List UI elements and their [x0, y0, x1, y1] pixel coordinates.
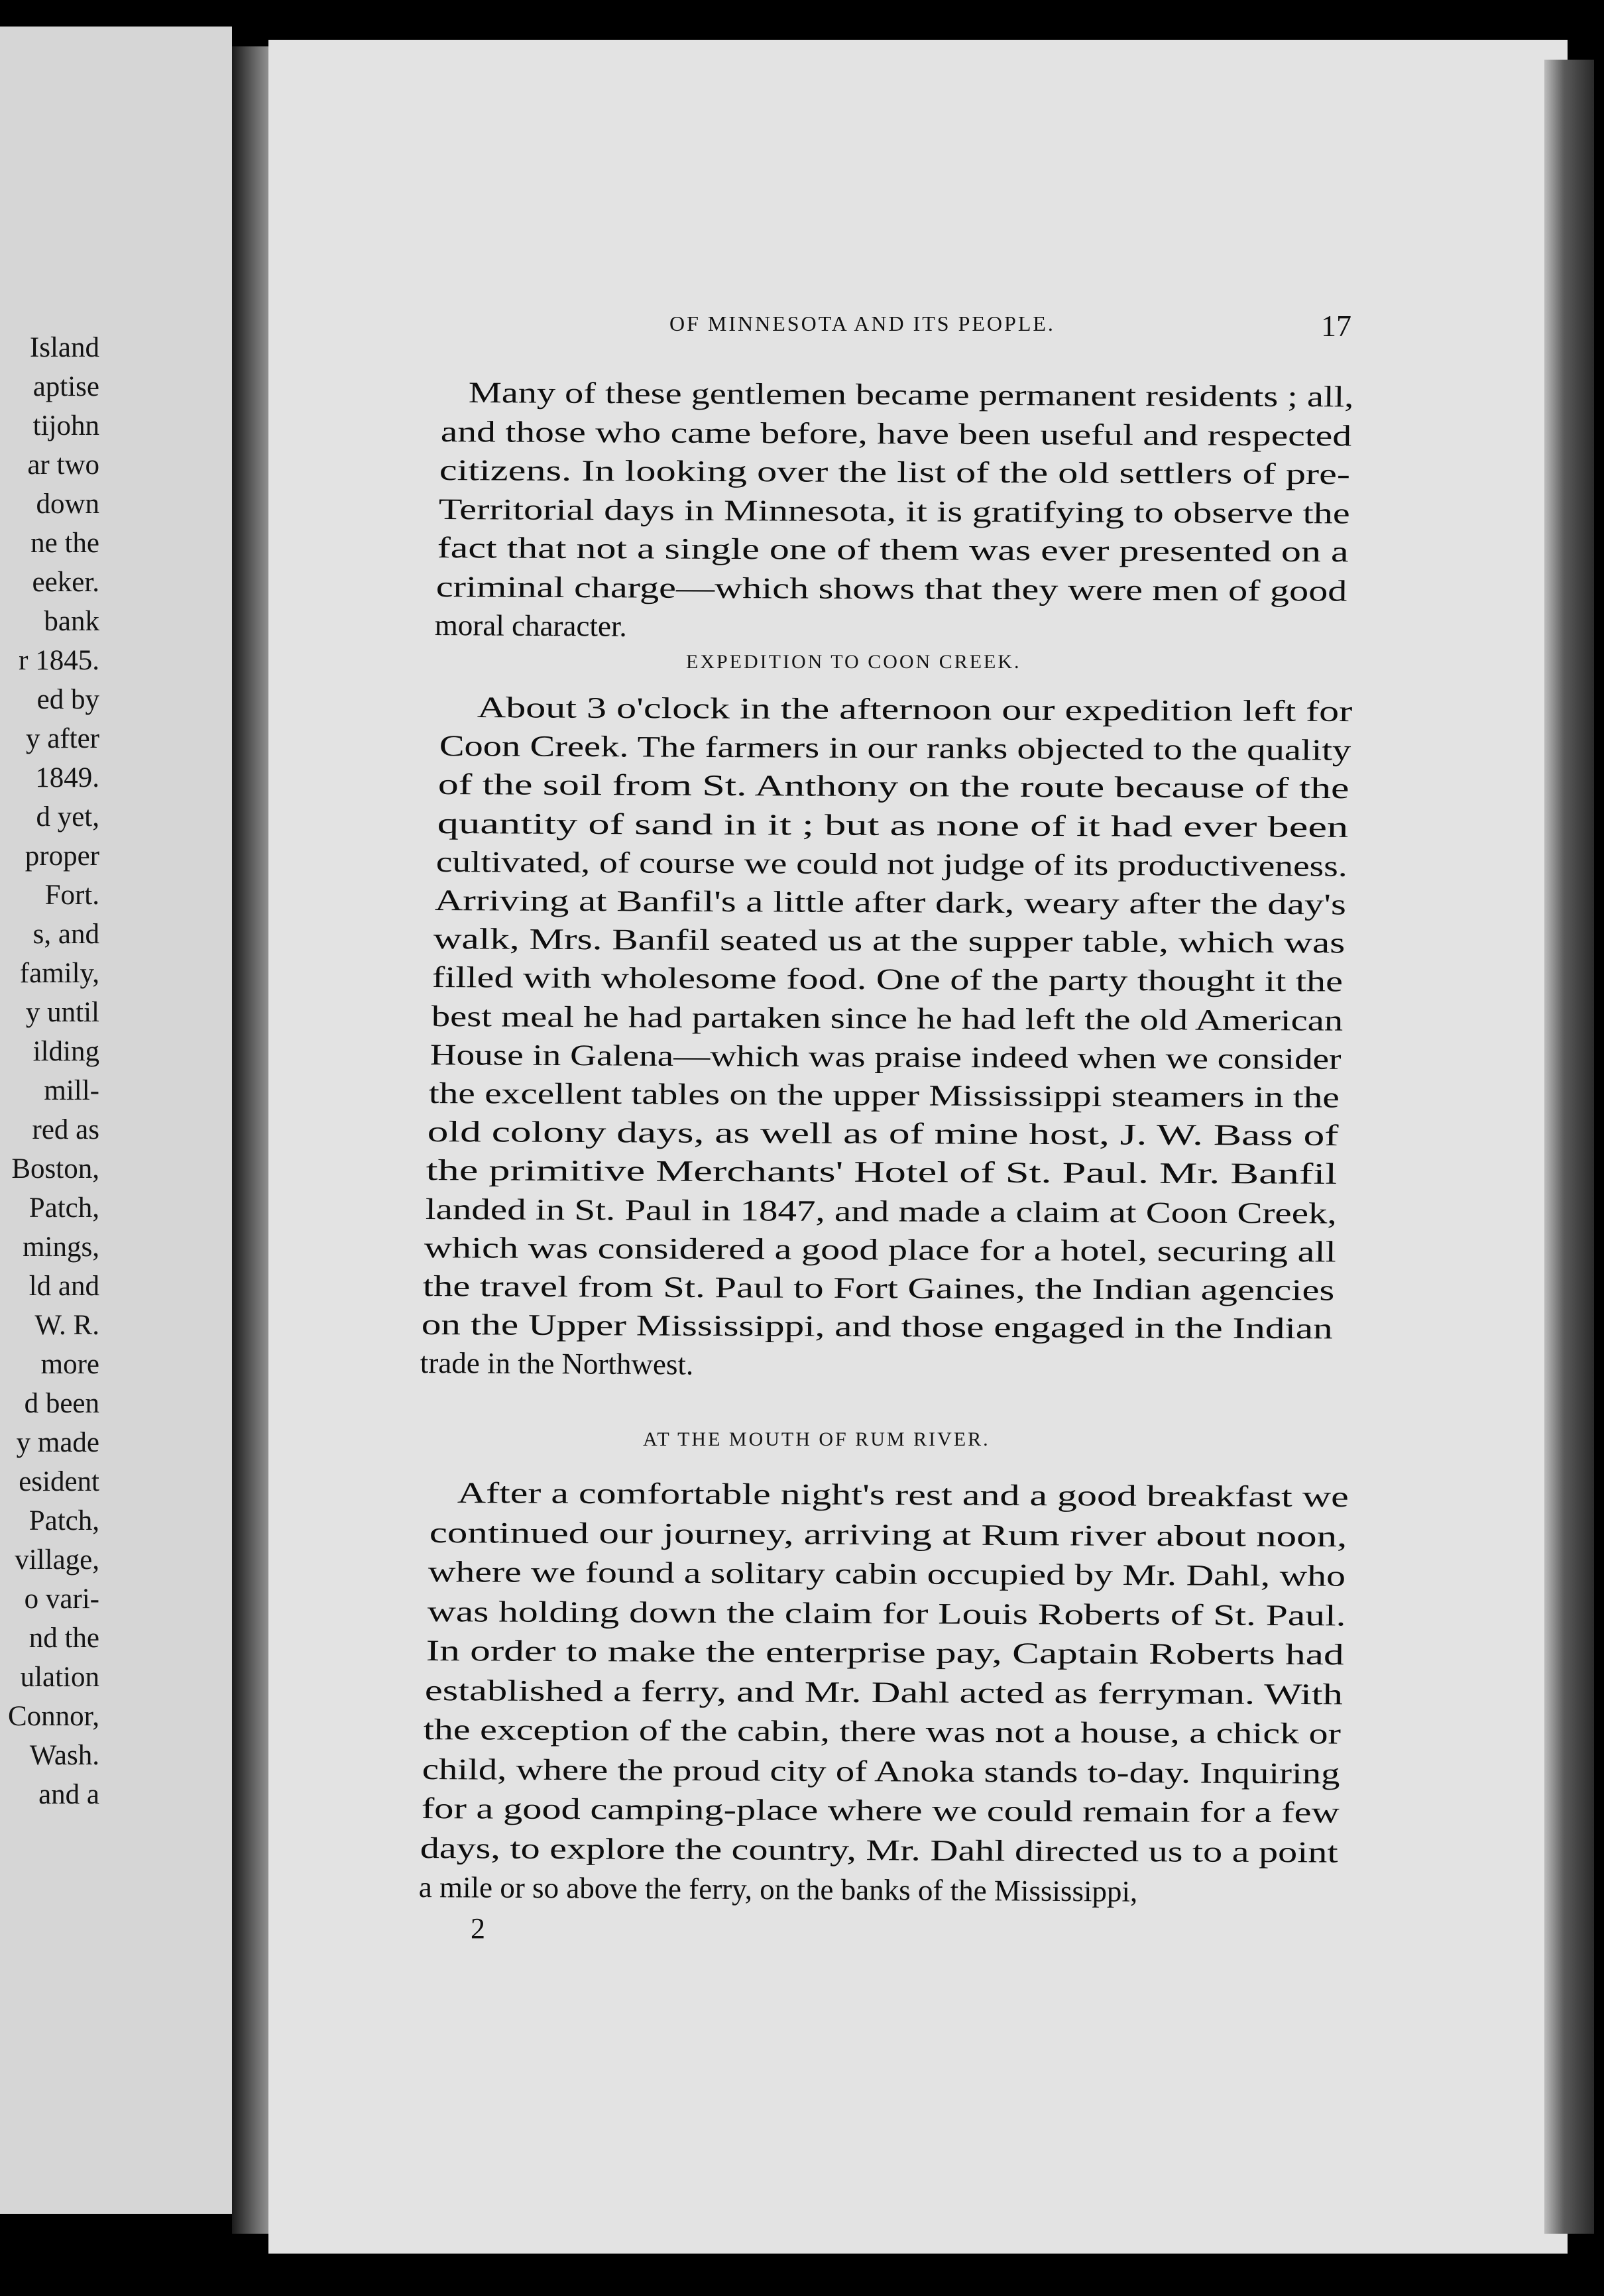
text-line: In order to make the enterprise pay, Captain Roberts had [426, 1634, 1344, 1672]
left-page-fragment: Connor, [7, 1701, 99, 1732]
left-page-fragment: ilding [32, 1036, 99, 1067]
left-page-fragment: eeker. [32, 567, 99, 598]
left-page-fragment: mill- [44, 1075, 99, 1106]
text-line: which was considered a good place for a hotel, securing all [424, 1230, 1336, 1269]
text-line: Territorial days in Minnesota, it is gratifying to observe the [438, 492, 1350, 530]
book-gutter [232, 46, 272, 2234]
text-line: criminal charge—which shows that they were men of good [435, 569, 1347, 607]
left-page-fragment: tijohn [32, 410, 99, 441]
left-page-fragment: ld and [29, 1271, 99, 1302]
left-page-fragment: Patch, [29, 1192, 99, 1224]
signature-mark: 2 [471, 1912, 485, 1945]
left-page-fragment: mings, [23, 1232, 99, 1263]
text-line: days, to explore the country, Mr. Dahl directed us to a point [420, 1831, 1338, 1869]
text-line: established a ferry, and Mr. Dahl acted as ferryman. With [424, 1673, 1344, 1711]
left-page-fragment: ar two [27, 449, 99, 481]
left-page-fragment: Wash. [29, 1740, 99, 1771]
left-page-fragment: y until [25, 997, 99, 1028]
text-line: filled with wholesome food. One of the party thought it the [432, 960, 1344, 998]
text-line: Many of these gentlemen became permanent residents ; all, [468, 376, 1354, 414]
text-line: on the Upper Mississippi, and those engaged in the Indian [421, 1308, 1334, 1346]
text-line: After a comfortable night's rest and a good breakfast we [457, 1476, 1349, 1514]
text-line: Arriving at Banfil's a little after dark, weary after the day's [434, 884, 1347, 921]
left-page-fragment: W. R. [34, 1310, 99, 1341]
text-line: quantity of sand in it ; but as none of it had ever been [437, 806, 1349, 844]
text-line: trade in the Northwest. [420, 1346, 694, 1381]
text-line: About 3 o'clock in the afternoon our expedition left for [477, 691, 1353, 728]
text-line: the primitive Merchants' Hotel of St. Paul. Mr. Banfil [426, 1153, 1338, 1191]
text-line: a mile or so above the ferry, on the banks of the Mississippi, [418, 1870, 1138, 1908]
text-line: best meal he had partaken since he had left the old American [431, 999, 1343, 1037]
left-page-text-fragments [0, 27, 232, 2214]
left-page-fragment: Fort. [44, 880, 99, 911]
text-line: was holding down the claim for Louis Roberts of St. Paul. [427, 1594, 1346, 1632]
left-page-fragment: village, [15, 1544, 99, 1576]
text-line: House in Galena—which was praise indeed when we consider [430, 1037, 1342, 1076]
left-page-fragment: ulation [20, 1662, 99, 1693]
left-page-fragment: nd the [29, 1623, 99, 1654]
text-line: the excellent tables on the upper Mississippi steamers in the [428, 1076, 1340, 1114]
left-page-fragment: y after [25, 723, 99, 754]
left-page-fragment: ed by [36, 684, 99, 715]
left-page-fragment: r 1845. [19, 645, 99, 676]
left-page-fragment: proper [25, 840, 99, 872]
running-head: OF MINNESOTA AND ITS PEOPLE. [669, 312, 1055, 335]
text-line: the travel from St. Paul to Fort Gaines, the Indian agencies [422, 1269, 1335, 1307]
left-page-fragment: Patch, [29, 1505, 99, 1536]
left-page-fragment: y made [16, 1427, 99, 1458]
page-number: 17 [1321, 309, 1351, 343]
text-line: cultivated, of course we could not judge of its productiveness. [435, 844, 1347, 883]
left-page-fragment: aptise [32, 371, 99, 402]
text-line: continued our journey, arriving at Rum river about noon, [429, 1515, 1347, 1553]
left-page-fragment: family, [19, 958, 99, 989]
left-page-fragment: d been [24, 1388, 99, 1419]
text-line: landed in St. Paul in 1847, and made a claim at Coon Creek, [425, 1192, 1337, 1230]
text-line: fact that not a single one of them was ever presented on a [437, 531, 1349, 569]
left-page-fragment: more [40, 1349, 99, 1380]
section-heading-rum-river: AT THE MOUTH OF RUM RIVER. [643, 1428, 990, 1450]
text-line: child, where the proud city of Anoka stands to-day. Inquiring [422, 1752, 1341, 1790]
left-page-fragment: down [36, 488, 99, 520]
left-page-fragment: Island [29, 332, 99, 363]
left-page-fragment: bank [44, 606, 99, 637]
left-page-fragment: esident [19, 1466, 99, 1497]
text-line: walk, Mrs. Banfil seated us at the supper table, which was [433, 922, 1346, 960]
left-page-fragment: o vari- [24, 1583, 99, 1615]
text-line: where we found a solitary cabin occupied by Mr. Dahl, who [428, 1555, 1346, 1593]
text-line: and those who came before, have been useful and respected [440, 414, 1352, 453]
text-line: of the soil from St. Anthony on the route because of the [437, 768, 1350, 805]
text-line: Coon Creek. The farmers in our ranks objected to the quality [439, 729, 1351, 767]
left-page-fragment: d yet, [36, 801, 99, 832]
left-page-fragment: Boston, [11, 1153, 99, 1184]
left-page-fragment: 1849. [35, 762, 99, 793]
text-line: moral character. [434, 608, 628, 643]
left-page-fragment: s, and [32, 919, 99, 950]
text-line: for a good camping-place where we could remain for a few [421, 1792, 1340, 1829]
page-edge-shadow [1544, 60, 1594, 2234]
text-line: citizens. In looking over the list of the old settlers of pre- [439, 453, 1351, 491]
left-page-fragment: red as [32, 1114, 99, 1145]
left-page-fragment: ne the [30, 528, 99, 559]
text-line: the exception of the cabin, there was not a house, a chick or [423, 1713, 1342, 1751]
section-heading-coon-creek: EXPEDITION TO COON CREEK. [686, 651, 1021, 673]
left-page-fragment: and a [38, 1779, 99, 1810]
text-line: old colony days, as well as of mine host, J. W. Bass of [427, 1115, 1339, 1153]
